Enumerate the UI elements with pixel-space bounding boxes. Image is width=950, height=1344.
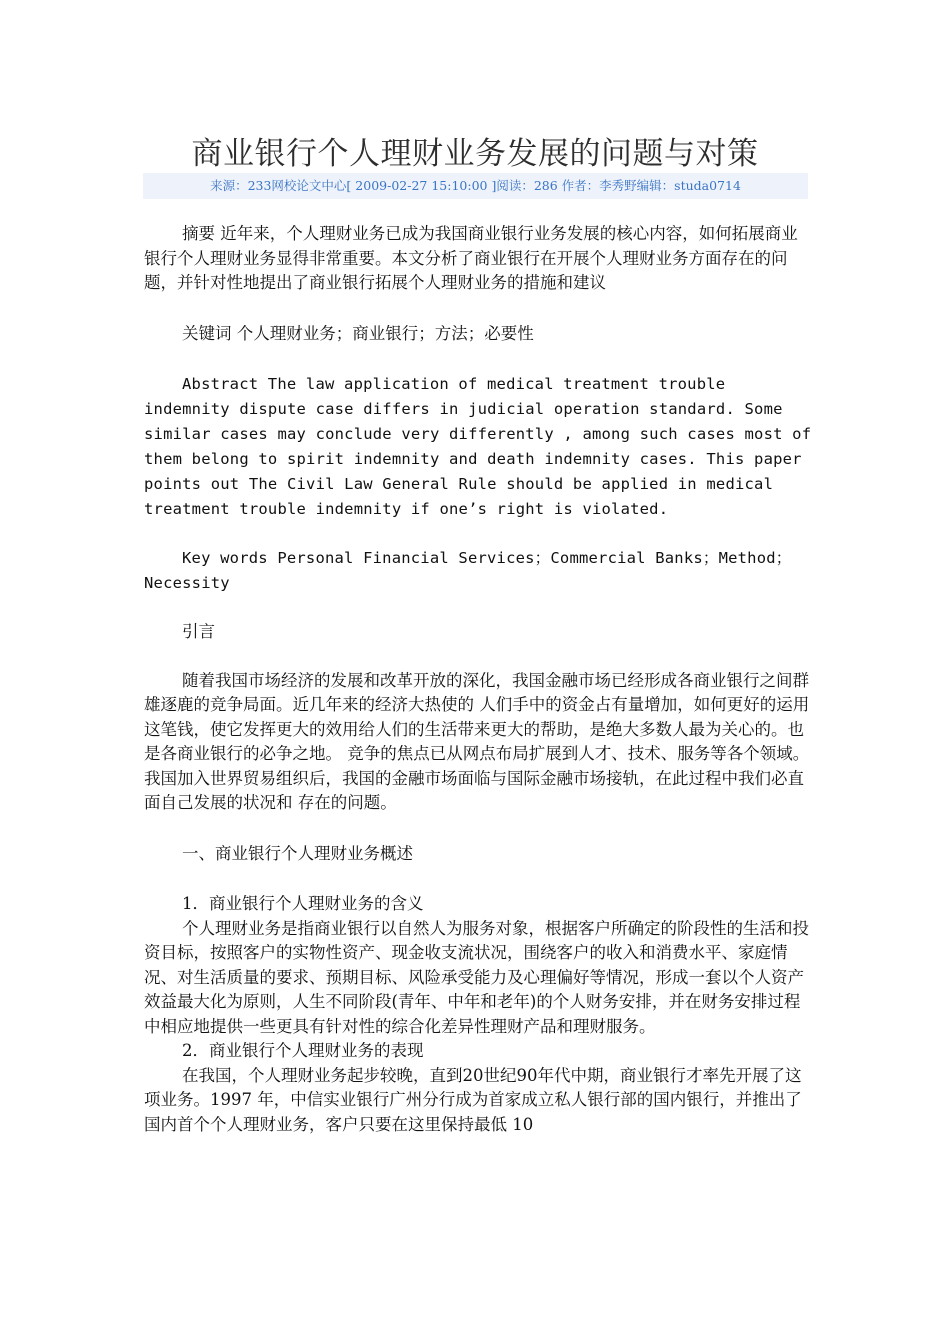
abstract-en-paragraph: Abstract The law application of medical treatment trouble indemnity dispute case differs in judicial operation standard. Some similar cases may conclude very differently , among such cases most of them belong to spirit indemnity and death indemnity cases. This paper points out The Civil Law General Rule should be applied in medical treatment trouble indemnity if one’s right is violated. — [144, 375, 812, 518]
article-title: 商业银行个人理财业务发展的问题与对策 — [191, 136, 759, 172]
keywords-en-paragraph: Key words Personal Financial Services；Commercial Banks；Method；Necessity — [144, 549, 792, 592]
subsection-1-paragraph: 个人理财业务是指商业银行以自然人为服务对象，根据客户所确定的阶段性的生活和投资目标，按照客户的实物性资产、现金收支流状况，围绕客户的收入和消费水平、家庭情况、对生活质量的要求、预期目标、风险承受能力及心理偏好等情况，形成一套以个人资产效益最大化为原则，人生不同阶段(青年、中年和老年)的个人财务安排，并在财务安排过程中相应地提供一些更具有针对性的综合化差异性理财产品和理财服务。 — [144, 918, 809, 1036]
subsection-2-paragraph: 在我国，个人理财业务起步较晚，直到20世纪90年代中期，商业银行才率先开展了这项业务。1997 年，中信实业银行广州分行成为首家成立私人银行部的国内银行，并推出了国内首个个人理财业务，客户只要在这里保持最低 10 — [144, 1065, 802, 1134]
abstract-cn-paragraph: 摘要 近年来，个人理财业务已成为我国商业银行业务发展的核心内容，如何拓展商业银行个人理财业务显得非常重要。本文分析了商业银行在开展个人理财业务方面存在的问题，并针对性地提出了商业银行拓展个人理财业务的措施和建议 — [144, 224, 798, 292]
intro-heading: 引言 — [182, 622, 215, 641]
subsection-1-heading: 1．商业银行个人理财业务的含义 — [182, 894, 424, 913]
article-meta-bar: 来源：233网校论文中心[ 2009-02-27 15:10:00 ]阅读：286 作者：李秀野编辑：studa0714 — [143, 173, 808, 199]
article-body — [144, 222, 812, 1137]
subsection-2-heading: 2．商业银行个人理财业务的表现 — [182, 1041, 424, 1060]
section-1-heading: 一、商业银行个人理财业务概述 — [182, 843, 413, 863]
intro-paragraph: 随着我国市场经济的发展和改革开放的深化，我国金融市场已经形成各商业银行之间群雄逐鹿的竞争局面。近几年来的经济大热使的 人们手中的资金占有量增加，如何更好的运用这笔钱，使它发挥更大的效用给人们的生活带来更大的帮助，是绝大多数人最为关心的。也是各商业银行的必争之地。 竞争的焦点已从网点布局扩展到人才、技术、服务等各个领域。我国加入世界贸易组织后，我国的金融市场面临与国际金融市场接轨，在此过程中我们必直面自己发展的状况和 存在的问题。 — [144, 670, 810, 812]
keywords-cn-paragraph: 关键词 个人理财业务；商业银行；方法；必要性 — [182, 323, 534, 343]
